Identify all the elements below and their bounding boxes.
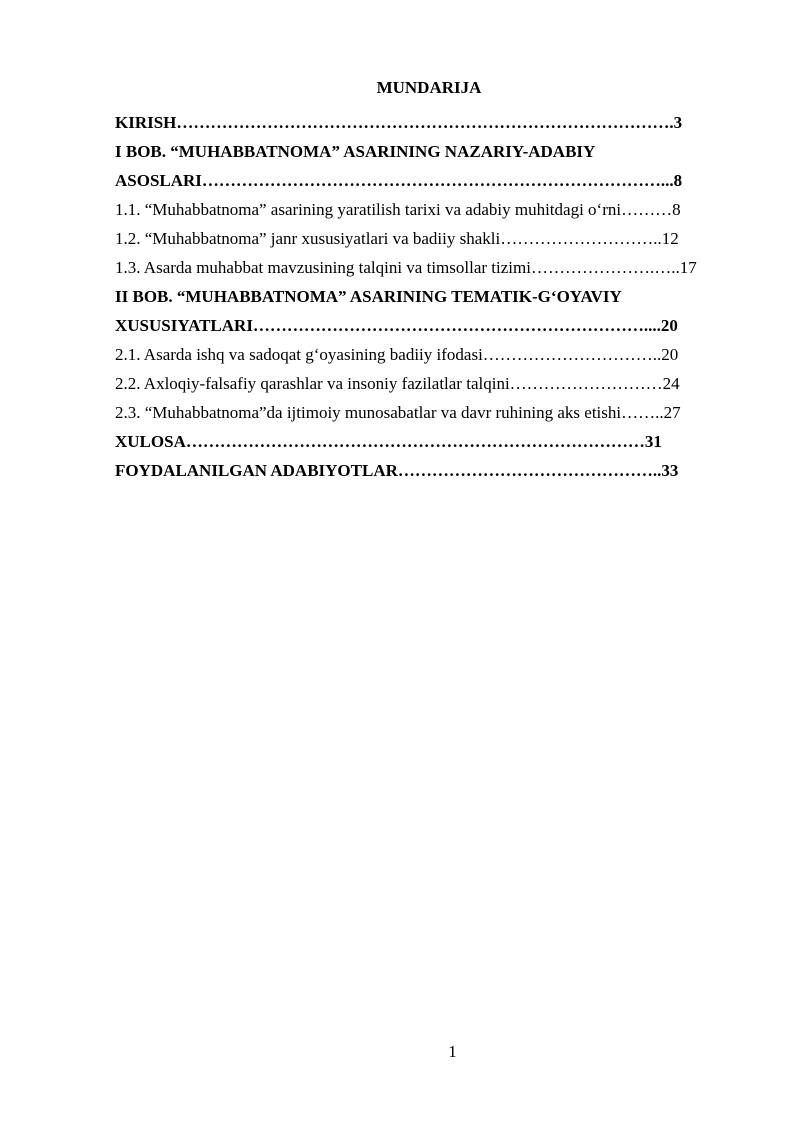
toc-entry-xulosa[interactable]: XULOSA………………………………………………………………………31 bbox=[115, 432, 662, 451]
toc-entry-section-2-1[interactable]: 2.1. Asarda ishq va sadoqat g‘oyasining badiiy ifodasi…………………………..20 bbox=[115, 345, 679, 364]
toc-entry-section-2-2[interactable]: 2.2. Axloqiy-falsafiy qarashlar va insoniy fazilatlar talqini………………………24 bbox=[115, 374, 680, 393]
toc-entry-kirish[interactable]: KIRISH…………………………………………………………………………….3 bbox=[115, 113, 683, 132]
toc-entry-bibliography[interactable]: FOYDALANILGAN ADABIYOTLAR………………………………………..33 bbox=[115, 461, 679, 480]
toc-entry-chapter-1-line-1[interactable]: I BOB. “MUHABBATNOMA” ASARINING NAZARIY-ADABIY bbox=[115, 142, 596, 161]
page-title: MUNDARIJA bbox=[376, 78, 482, 97]
toc-entry-chapter-2-line-2[interactable]: XUSUSIYATLARI……………………………………………………………....20 bbox=[115, 316, 678, 335]
toc-entry-section-1-2[interactable]: 1.2. “Muhabbatnoma” janr xususiyatlari va badiiy shakli………………………..12 bbox=[115, 229, 679, 248]
table-of-contents bbox=[115, 108, 745, 485]
toc-entry-section-1-3[interactable]: 1.3. Asarda muhabbat mavzusining talqini va timsollar tizimi………………….…..17 bbox=[115, 258, 697, 277]
toc-entry-section-2-3[interactable]: 2.3. “Muhabbatnoma”da ijtimoiy munosabatlar va davr ruhining aks etishi……..27 bbox=[115, 403, 681, 422]
toc-entry-chapter-1-line-2[interactable]: ASOSLARI………………………………………………………………………...8 bbox=[115, 171, 683, 190]
page-number: 1 bbox=[448, 1042, 457, 1061]
toc-entry-chapter-2-line-1[interactable]: II BOB. “MUHABBATNOMA” ASARINING TEMATIK-G‘OYAVIY bbox=[115, 287, 622, 306]
toc-entry-section-1-1[interactable]: 1.1. “Muhabbatnoma” asarining yaratilish tarixi va adabiy muhitdagi o‘rni………8 bbox=[115, 200, 681, 219]
